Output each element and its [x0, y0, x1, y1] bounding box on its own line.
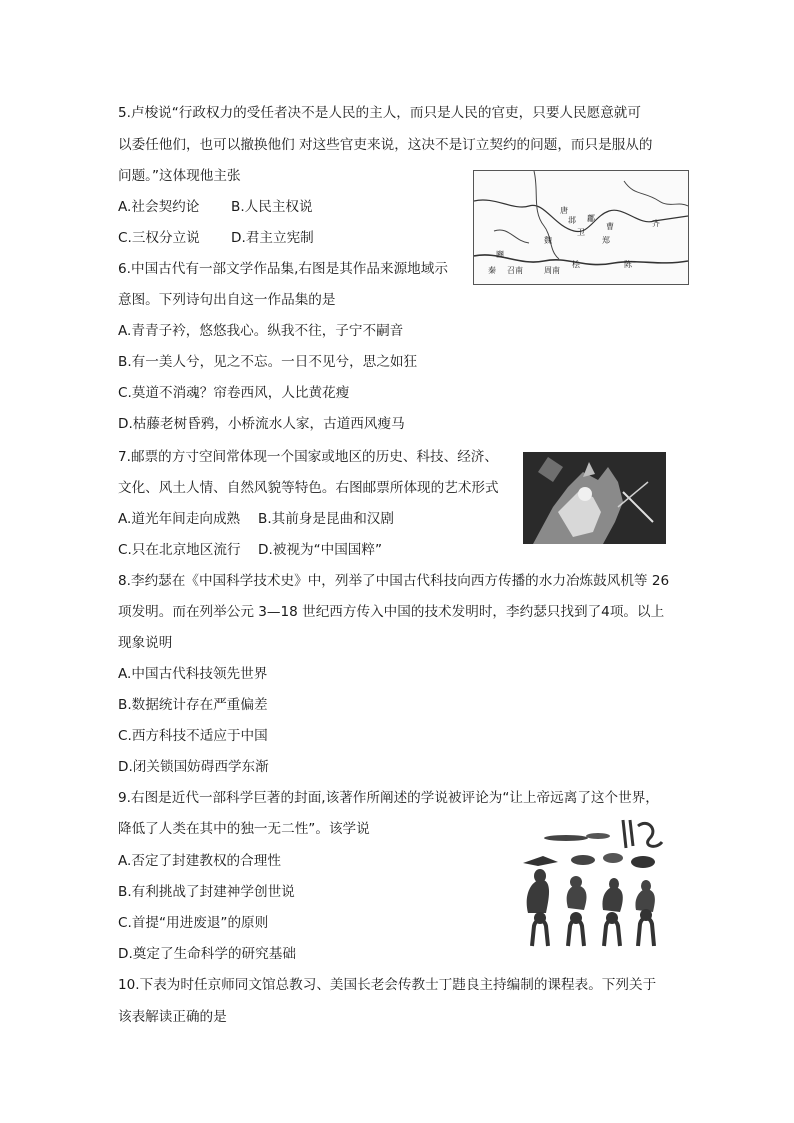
q6-stem-line-1: 6.中国古代有一部文学作品集,右图是其作品来源地域示 [118, 261, 448, 277]
evolution-drawing [518, 818, 668, 949]
map-label-shaonan: 召南 [507, 266, 523, 275]
q9-stem-line-1: 9.右图是近代一部科学巨著的封面,该著作所阐述的学说被评论为“让上帝远离了这个世界， [118, 790, 659, 806]
q10-stem-line-2: 该表解读正确的是 [118, 1009, 227, 1025]
map-label-wei2: 魏 [544, 236, 552, 245]
q8-stem-line-1: 8.李约瑟在《中国科学技术史》中，列举了中国古代科技向西方传播的水力冶炼鼓风机等 26 [118, 573, 670, 589]
evolution-illustration [518, 818, 668, 949]
q7-stem-line-1: 7.邮票的方寸空间常体现一个国家或地区的历史、科技、经济、 [118, 449, 498, 465]
q6-stem-line-2: 意图。下列诗句出自这一作品集的是 [118, 292, 336, 308]
q9-option-c: C.首提“用进废退”的原则 [118, 915, 269, 931]
map-label-wei: 卫 [577, 228, 585, 237]
q5-stem-line-2: 以委任他们，也可以撤换他们 对这些官吏来说，这决不是订立契约的问题，而只是服从的 [118, 137, 653, 153]
q8-option-d: D.闭关锁国妨碍西学东渐 [118, 759, 269, 775]
q6-option-a: A.青青子衿，悠悠我心。纵我不往，子宁不嗣音 [118, 323, 404, 339]
map-label-yong: 鄘 [587, 214, 595, 223]
q7-option-a: A.道光年间走向成熟 [118, 511, 241, 527]
map-label-chen: 陈 [624, 260, 632, 269]
q8-option-a: A.中国古代科技领先世界 [118, 666, 268, 682]
q7-stem-line-2: 文化、风土人情、自然风貌等特色。右图邮票所体现的艺术形式 [118, 480, 499, 496]
q8-stem-line-2: 项发明。而在列举公元 3—18 世纪西方传入中国的技术发明时，李约瑟只找到了4项。以上 [118, 604, 665, 620]
q7-option-c: C.只在北京地区流行 [118, 542, 241, 558]
map-figure [473, 170, 689, 285]
map-drawing [474, 171, 688, 284]
map-label-bei: 邶 [568, 216, 576, 225]
q9-option-a: A.否定了封建教权的合理性 [118, 853, 281, 869]
map-label-kuai: 桧 [572, 260, 580, 269]
q5-option-b: B.人民主权说 [231, 199, 313, 215]
map-label-bin: 豳 [496, 250, 504, 259]
q5-option-a: A.社会契约论 [118, 199, 200, 215]
q9-stem-line-2: 降低了人类在其中的独一无二性”。该学说 [118, 821, 370, 837]
q7-option-b: B.其前身是昆曲和汉剧 [258, 511, 394, 527]
map-label-zheng: 郑 [602, 236, 610, 245]
map-label-qi: 齐 [652, 219, 660, 228]
q5-option-c: C.三权分立说 [118, 230, 200, 246]
stamp-drawing [523, 452, 666, 544]
q5-stem-line-3: 问题。”这体现他主张 [118, 168, 241, 184]
map-label-cao: 曹 [606, 222, 614, 231]
q8-option-b: B.数据统计存在严重偏差 [118, 697, 268, 713]
q8-option-c: C.西方科技不适应于中国 [118, 728, 268, 744]
map-label-zhounan: 周南 [544, 266, 560, 275]
q6-option-b: B.有一美人兮，见之不忘。一日不见兮，思之如狂 [118, 354, 418, 370]
opera-stamp-image [523, 452, 666, 544]
q9-option-b: B.有利挑战了封建神学创世说 [118, 884, 295, 900]
q8-stem-line-3: 现象说明 [118, 635, 173, 651]
map-label-qin: 秦 [488, 266, 496, 275]
q7-option-d: D.被视为“中国国粹” [258, 542, 383, 558]
q5-stem-line-1: 5.卢梭说“行政权力的受任者决不是人民的主人，而只是人民的官吏，只要人民愿意就可 [118, 105, 641, 121]
q10-stem-line-1: 10.下表为时任京师同文馆总教习、美国长老会传教士丁韪良主持编制的课程表。下列关于 [118, 977, 657, 993]
q9-option-d: D.奠定了生命科学的研究基础 [118, 946, 296, 962]
q6-option-d: D.枯藤老树昏鸦，小桥流水人家，古道西风瘦马 [118, 416, 405, 432]
q6-option-c: C.莫道不消魂？帘卷西风，人比黄花瘦 [118, 385, 350, 401]
q5-option-d: D.君主立宪制 [231, 230, 314, 246]
map-label-tang: 唐 [560, 206, 568, 215]
